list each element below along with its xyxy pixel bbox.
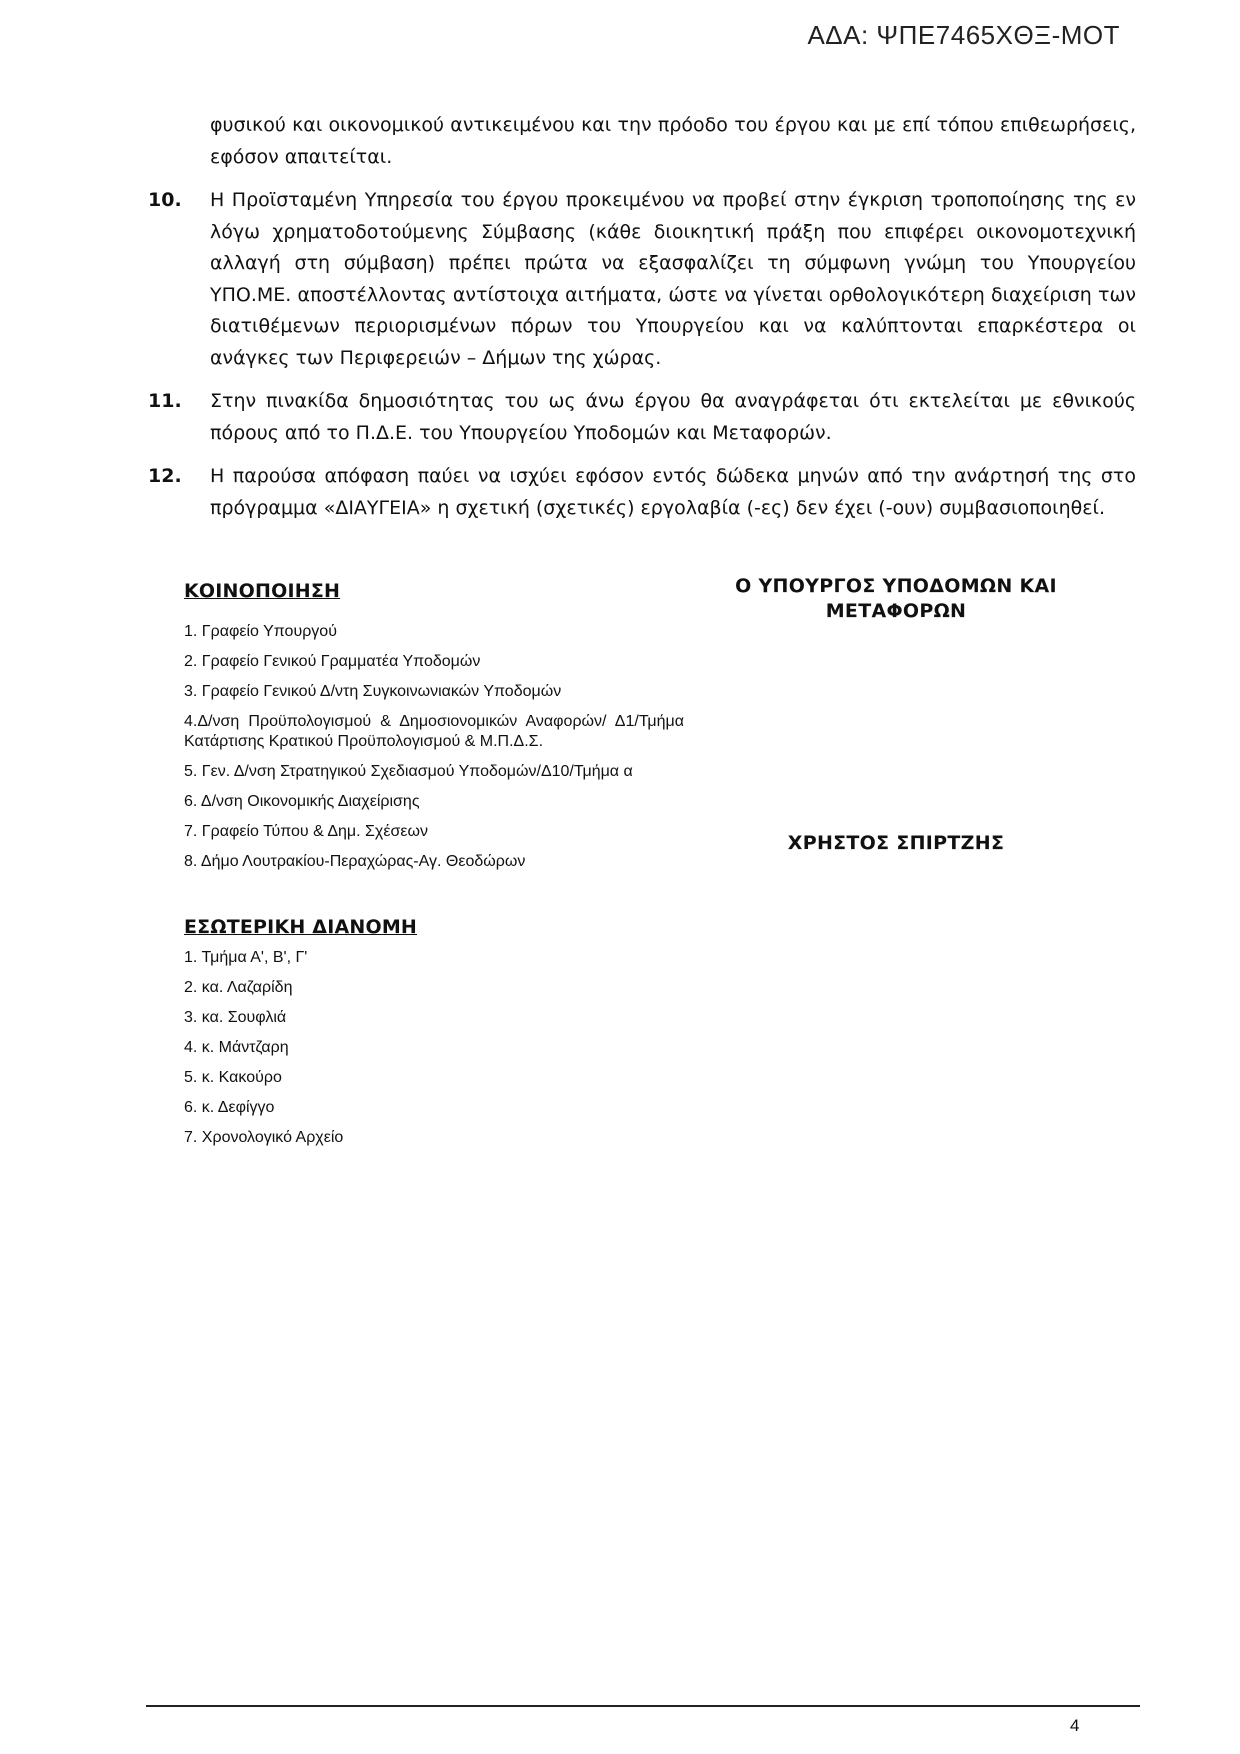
paragraph-12 — [148, 461, 1136, 524]
list-item: 5. κ. Κακούρο — [184, 1069, 282, 1086]
page-number: 4 — [1070, 1716, 1080, 1735]
list-item: 7. Χρονολογικό Αρχείο — [184, 1129, 344, 1146]
internal-distribution-title: ΕΣΩΤΕΡΙΚΗ ΔΙΑΝΟΜΗ — [184, 916, 418, 938]
list-item: 3. κα. Σουφλιά — [184, 1009, 287, 1026]
list-item: 5. Γεν. Δ/νση Στρατηγικού Σχεδιασμού Υποδομών/Δ10/Τμήμα α — [184, 763, 633, 780]
signatory-title — [718, 574, 1074, 624]
list-item: 6. κ. Δεφίγγο — [184, 1099, 275, 1116]
paragraph-number: 12. — [148, 465, 182, 487]
decision-body — [148, 110, 1136, 536]
list-item: 4.Δ/νση Προϋπολογισμού & Δημοσιονομικών Αναφορών/ Δ1/Τμήμα Κατάρτισης Κρατικού Προϋπολογισμού & Μ.Π.Δ.Σ. — [184, 713, 684, 750]
notification-title: ΚΟΙΝΟΠΟΙΗΣΗ — [184, 580, 341, 602]
paragraph-11 — [148, 386, 1136, 449]
signatory-name: ΧΡΗΣΤΟΣ ΣΠΙΡΤΖΗΣ — [787, 832, 1005, 854]
list-item: 2. Γραφείο Γενικού Γραμματέα Υποδομών — [184, 653, 481, 670]
footer-divider — [146, 1705, 1140, 1707]
list-item: 1. Γραφείο Υπουργού — [184, 623, 337, 640]
signatory-role-line: Ο ΥΠΟΥΡΓΟΣ ΥΠΟΔΟΜΩΝ ΚΑΙ — [735, 575, 1057, 597]
list-item: 2. κα. Λαζαρίδη — [184, 979, 293, 996]
paragraph-continuation — [148, 110, 1136, 173]
paragraph-text: Στην πινακίδα δημοσιότητας του ως άνω έργου θα αναγράφεται ότι εκτελείται με εθνικούς πόρους από το Π.Δ.Ε. του Υπουργείου Υποδομών και Μεταφορών. — [210, 390, 1136, 444]
paragraph-text: φυσικού και οικονομικού αντικειμένου και την πρόοδο του έργου και με επί τόπου επιθεωρήσεις, εφόσον απαιτείται. — [210, 114, 1136, 168]
list-item: 1. Τμήμα Α', Β', Γ' — [184, 949, 308, 966]
list-item: 8. Δήμο Λουτρακίου-Περαχώρας-Αγ. Θεοδώρων — [184, 853, 526, 870]
paragraph-text: Η Προϊσταμένη Υπηρεσία του έργου προκειμένου να προβεί στην έγκριση τροποποίησης της εν λόγω χρηματοδοτούμενης Σύμβασης (κάθε διοικητική πράξη που επιφέρει οικονομοτεχνική αλλαγή στη σύμβαση) πρέπει πρώτα να εξασφαλίζει τη σύμφωνη γνώμη του Υπουργείου ΥΠΟ.ΜΕ. αποστέλλοντας αντίστοιχα αιτήματα, ώστε να γίνεται ορθολογικότερη διαχείριση των διατιθέμενων περιορισμένων πόρων του Υπουργείου και να καλύπτονται επαρκέστερα οι ανάγκες των Περιφερειών – Δήμων της χώρας. — [210, 189, 1136, 369]
notification-list — [184, 622, 684, 872]
paragraph-number: 11. — [148, 390, 182, 412]
list-item: 4. κ. Μάντζαρη — [184, 1039, 289, 1056]
internal-distribution-section — [184, 916, 684, 1158]
paragraph-number — [148, 110, 210, 173]
list-item: 3. Γραφείο Γενικού Δ/ντη Συγκοινωνιακών Υποδομών — [184, 683, 562, 700]
notification-section — [184, 580, 684, 882]
ada-identifier: ΑΔΑ: ΨΠΕ7465ΧΘΞ-ΜΟΤ — [807, 20, 1120, 50]
list-item: 6. Δ/νση Οικονομικής Διαχείρισης — [184, 793, 420, 810]
paragraph-10 — [148, 185, 1136, 374]
paragraph-number: 10. — [148, 189, 182, 211]
signatory-role-line: ΜΕΤΑΦΟΡΩΝ — [825, 600, 967, 622]
paragraph-text: Η παρούσα απόφαση παύει να ισχύει εφόσον εντός δώδεκα μηνών από την ανάρτησή της στο πρόγραμμα «ΔΙΑΥΓΕΙΑ» η σχετική (σχετικές) εργολαβία (-ες) δεν έχει (-ουν) συμβασιοποιηθεί. — [210, 465, 1136, 519]
internal-distribution-list — [184, 948, 684, 1148]
list-item: 7. Γραφείο Τύπου & Δημ. Σχέσεων — [184, 823, 428, 840]
